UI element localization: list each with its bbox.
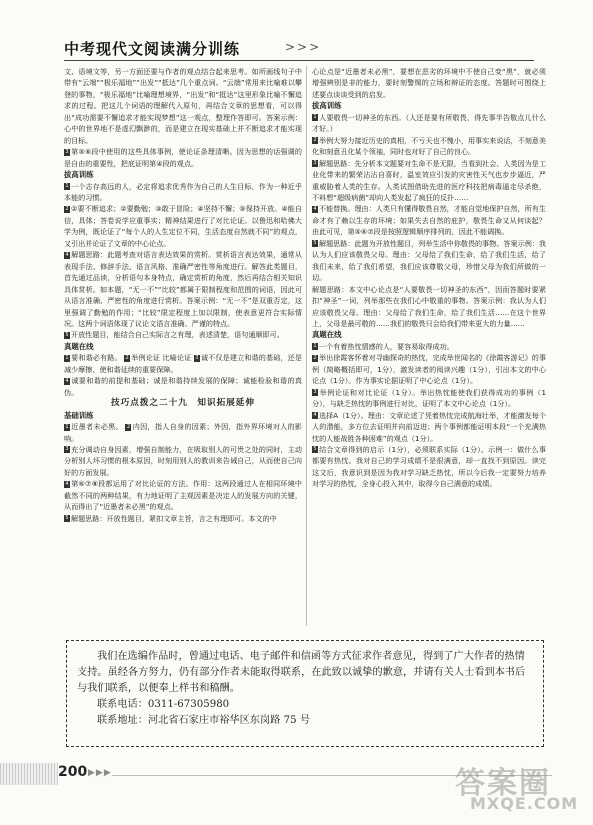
paragraph: 第⑤⑥段中使用的这些具体事例，使论证条理清晰。因为思想的话强调的是自由的重要性，把底证明第④段的观点。	[64, 147, 302, 168]
paragraph: 解题思路：此题为开放性题目，列举生活中你敬畏的事物。答案示例：我认为人们应该敬畏父母。理由：父母给了我们生命，给了我们生活，给了我们未来，给了我们希望，我们应该尊敬父母，珍惜父母为我们所做的一切。	[312, 238, 546, 283]
number-marker: 1	[65, 183, 69, 190]
number-marker: 5	[313, 240, 317, 247]
number-marker: 1	[313, 343, 317, 350]
watermark-logo: 答案圈	[455, 766, 551, 801]
number-marker: 1	[65, 354, 69, 361]
paragraph: 解题思路：本文中心论点是“人要敬畏一切神圣的东西”，因而答题时要紧扣“神圣”一词，列举那些在我们心中敬重的事物。答案示例：我认为人们应该敬畏父母。理由：父母给了我们生命，给了我们生活……在这个世界上，父母是最可敬的……我们的敬畏只会给我们带来更大的力量……	[312, 284, 546, 328]
page-number: 200	[58, 764, 88, 780]
paragraph: 近墨者未必黑。	[71, 422, 123, 432]
contact-phone: 联系电话：0311-67305980	[97, 699, 230, 710]
paragraph: 文、语境文等，另一方面还要与作者的观点结合起来思考。如所画线句子中带有“云端”“极乐福地”“出发”“抵达”几个重点词。“云端”常用来比喻难以攀登的事物，“极乐福地”比喻理想境界，“出发”和“抵达”这里形象比喻不懈追求的过程。把这几个词语的理解代入原句，再结合文章的思想看，可以得出“成功需要不懈追求才能实现梦想”这一观点，整理作答即可。答案示例：心中的世界地不是虚幻飘渺的，而是建立在现实基础上并不断追求才能实现的目标。	[64, 67, 302, 145]
section-heading: 拔高训练	[312, 101, 342, 111]
paragraph: 一个有着热忱情感的人，要容易取得成功。	[319, 341, 454, 351]
contact-address: 联系地址：河北省石家庄市裕华区东岗路 75 号	[97, 715, 311, 726]
paragraph: 要和谐必有路。	[71, 353, 122, 363]
section-heading: 真题在线	[64, 341, 94, 351]
paragraph: 解题思路：开放性题目，紧扣文章主旨，言之有理即可。本文的中	[71, 513, 277, 523]
number-marker: 5	[65, 515, 69, 522]
paragraph: 举例论证 比喻论证	[131, 353, 192, 363]
number-marker: 3	[65, 148, 69, 155]
paragraph: 选择A（1分）。理由：文章论述了凭着热忱完成航海壮举，才能激发每个人的潜能，多方位去证明并向前迈进；两个事例都能证明本段“一个充满热忱的人能战胜各种困难”的观点（1分）。	[312, 410, 546, 443]
number-marker: 5	[313, 446, 317, 453]
copyright-notice-box	[66, 640, 544, 747]
number-marker: 3	[195, 354, 199, 361]
page-header	[0, 0, 593, 60]
page-number-bar	[0, 763, 58, 785]
section-heading: 基础训练	[64, 410, 94, 420]
paragraph: 举例大努力接近历史的真相，不亏天也不愧小，用事实来说话，不刻意美化和刻意丑化某个领袖，同时也对好了自己的良心。	[312, 135, 546, 157]
number-marker: 3	[313, 160, 317, 167]
paragraph: 结合文章得到的启示（1分），必须联系实际（1分）。示例一：做什么事都要有热忱。我对自己的学习成绩不是很满意，却一直找不到原因。读完这文后，我意识到是因为我对学习缺乏热忱，所以今后我一定要努力培养对学习的热忱，全身心投入其中，取得今自己满意的成绩。	[312, 444, 546, 489]
number-marker: 3	[313, 389, 317, 396]
number-marker: 2	[313, 354, 317, 361]
watermark-url: MXQE.COM	[470, 794, 579, 813]
number-marker: 4	[313, 205, 317, 212]
header-rule	[64, 60, 534, 61]
notice-text: 我们在选编作品时，曾通过电话、电子邮件和信函等方式征求作者意见，得到了广大作者的热情支持。虽经各方努力，仍有部分作者未能取得联系，在此致以诚挚的歉意，并请有关人士看到本书后与我们联系，以便奉上样书和稿酬。	[77, 651, 526, 694]
number-marker: 2	[313, 137, 317, 144]
paragraph: （人还是要有所敬畏，得先事半告敬点儿什么才好。）	[312, 112, 546, 134]
number-marker: 2	[65, 205, 69, 212]
paragraph: 举例论证和对比论证（1分）。举出热忱能使我们获得成功的事例（1分），与缺乏热忱的事例进行对比，证明了本文中心论点（1分）。	[312, 387, 546, 409]
paragraph: 人要敬畏一切神圣的东西。	[319, 112, 406, 122]
number-marker: 4	[65, 251, 69, 258]
column-divider	[306, 66, 307, 626]
section-heading: 拔高训练	[64, 170, 94, 180]
number-marker: 3	[65, 446, 69, 453]
number-marker: 1	[65, 423, 69, 430]
paragraph: 解题思路：此题考查对语言表达效果的赏析。赏析语言表达效果，通常从表现手法、修辞手法、语言风格、准确严密性等角度进行。解答此类题目，首先通过品读，分析语句本身特点，确定赏析的角度，然后再结合相关知识具体赏析。如本题，“无一不”“比较”都属于限制程度和范围的词语，因此可从语言准确、严密性的角度进行赏析。答案示例：“无一不”是双重否定，这里强调了勤勉的作用；“比较”限定程度上加以限制，使表意更符合实际情况。这两个词语体现了议论文语言准确、严谨的特点。	[64, 250, 302, 328]
paragraph: 第⑥⑦⑧段都运用了对比论证的方法。作用：这两段通过人在相同环境中截然不同的两种结果，有力地证明了主观因素是决定人的发展方向的关键，从而得出了“近墨者未必黑”的观点。	[64, 479, 302, 512]
footer-arrows: ▶▶▶	[88, 768, 112, 778]
paragraph: 诚要和谐的前提和基础；诚是和谐持续发展的保障；诚能检验和谐的真伪。	[64, 376, 302, 397]
paragraph: 不能替换。理由：人类只有懂得敬畏自然，才能自觉地保护自然，所有生命才有了赖以生存的环境；如果失去自然的庇护，敬畏生命又从何谈起？由此可见，第⑤⑥⑦段是按照逻辑顺序排列的，因此不能调换。	[312, 204, 546, 237]
paragraph: 一个志存高远的人，必定将追求优秀作为自己的人生目标，作为一种近乎本能的习惯。	[64, 181, 302, 202]
paragraph: 内因，指人自身的因素；外因，指外界环境对人的影响。	[64, 422, 302, 443]
number-marker: 4	[313, 412, 317, 419]
paragraph: 充分调动自身因素，增强自制能力，在吸取别人的可贵之处的同时，主动分析别人坏习惯的根本原因，时刻用别人的教训来告诫自己，从而使自己向好的方面发展。	[64, 444, 302, 477]
paragraph: 心论点是“近墨者未必黑”，要想在恶劣的环境中不使自己变“黑”，就必须增强辨别是非的能力，要时刻警惕的立场和辩证的态度。答题时可围绕上述要点谈谈受到的启发。	[312, 67, 546, 99]
section-heading: 真题在线	[312, 330, 342, 340]
paragraph: 诚不仅是建立和谐的基础，还是减少摩擦、使和谐延续的重要保障。	[64, 353, 302, 374]
number-marker: 4	[65, 377, 69, 384]
number-marker: 1	[313, 114, 317, 121]
number-marker: 2	[125, 354, 129, 361]
number-marker: 2	[126, 423, 131, 430]
subsection-title: 技巧点拨之二十九 知识拓展延伸	[111, 398, 255, 409]
header-arrows: >>>	[285, 40, 322, 54]
paragraph: 开放性题目，能结合自己实际言之有理，表述清楚，语句通顺即可。	[71, 330, 284, 340]
number-marker: 5	[65, 331, 69, 338]
paragraph: 举出徐霞客怀着对寻幽探奇的热忱，完成举世闻名的《徐霞客游记》的事例（简略概括即可，1分），激发读者的阅读兴趣（1分），引出本文的中心论点（1分）。作为事实论据证明了中心论点（1分）。	[312, 353, 546, 386]
paragraph: ②要不断追求；②要勤勉；③敢于冒险；④坚持不懈；⑤保持开放。④能自信，具体；答卷说学应重事实；精神结果进行了对比论证。以鲁迅和哈佛大学为例，既论证了“每个人的人生定位不同，生活态度自然就不同”的观点，又引出并论证了文章的中心论点。	[64, 204, 302, 248]
paragraph: 解题思路：先分析本文题要对生命不是无限，当看到社会、人类因为是工业化带来的繁荣沾沾自喜时，温室效应引发的灾害性天气也步步逼近，严重威胁着人类的生存。人类试图借助先进的医疗科技把病毒逼走尽杀绝，不料想“超级病菌”却向人类发起了疯狂的反扑……	[312, 158, 546, 202]
page-title: 中考现代文阅读满分训练	[64, 40, 241, 58]
right-column	[312, 66, 546, 626]
number-marker: 4	[65, 480, 69, 487]
